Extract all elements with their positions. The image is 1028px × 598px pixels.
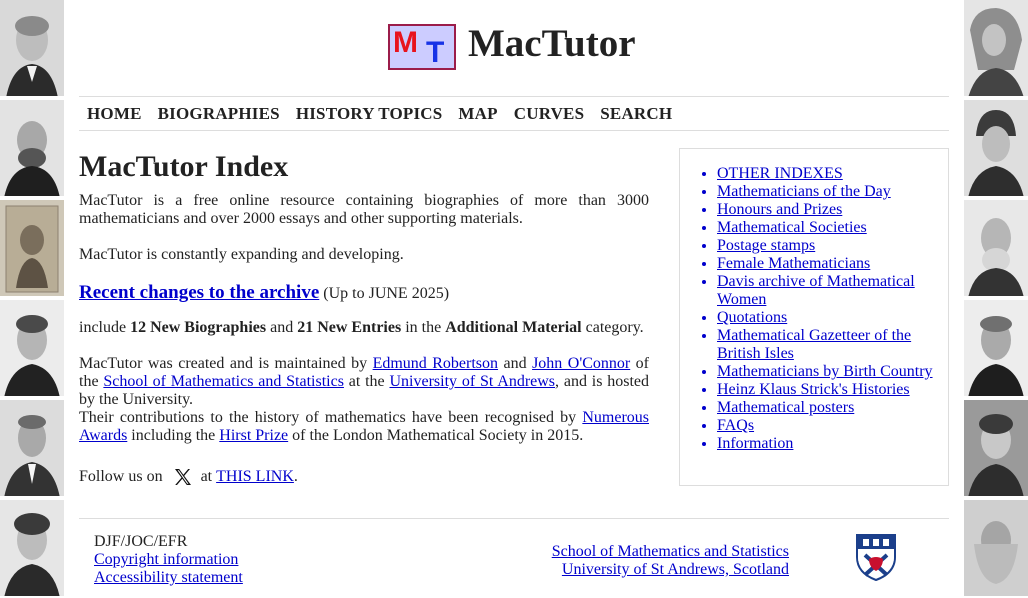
contributions-paragraph	[79, 409, 649, 445]
follow-text: Follow us on	[79, 468, 163, 485]
of-the-text: of the	[79, 355, 650, 390]
nav-home[interactable]: HOME	[87, 103, 142, 123]
sidebar-link-faqs[interactable]: FAQs	[717, 417, 755, 434]
at-text: at	[200, 468, 213, 485]
sidebar-link-information[interactable]: Information	[717, 435, 794, 452]
sidebar-link-postage-stamps[interactable]: Postage stamps	[717, 237, 816, 254]
lms-text: of the London Mathematical Society in 2015.	[288, 427, 584, 444]
sidebar-item	[717, 309, 948, 327]
hirst-prize-link[interactable]: Hirst Prize	[219, 427, 289, 444]
university-crest-icon[interactable]	[855, 533, 897, 581]
recent-changes-link[interactable]: Recent changes to the archive	[79, 282, 320, 303]
portrait-image[interactable]	[964, 200, 1028, 298]
john-oconnor-link[interactable]: John O'Connor	[532, 355, 631, 372]
portrait-image[interactable]	[0, 300, 64, 398]
nav-curves[interactable]: CURVES	[513, 103, 585, 123]
at-the-text: at the	[343, 373, 390, 390]
site-title[interactable]: MacTutor	[468, 22, 636, 65]
sidebar-item	[717, 165, 948, 183]
footer-left	[94, 533, 243, 587]
sidebar-link-quotations[interactable]: Quotations	[717, 309, 788, 326]
site-logo[interactable]	[388, 24, 456, 70]
sidebar-link-posters[interactable]: Mathematical posters	[717, 399, 855, 416]
recent-changes	[79, 284, 649, 303]
credit-paragraph	[79, 355, 649, 409]
sidebar-item	[717, 417, 948, 435]
nav-biographies[interactable]: BIOGRAPHIES	[157, 103, 280, 123]
nav-history-topics[interactable]: HISTORY TOPICS	[295, 103, 443, 123]
sidebar-link-honours-and-prizes[interactable]: Honours and Prizes	[717, 201, 843, 218]
sidebar-link-female-mathematicians[interactable]: Female Mathematicians	[717, 255, 871, 272]
sidebar-list	[680, 165, 948, 453]
sidebar-item	[717, 273, 948, 309]
portrait-image[interactable]	[964, 500, 1028, 598]
additional-material-label: Additional Material	[445, 319, 582, 336]
footer-initials: DJF/JOC/EFR	[94, 533, 188, 550]
sidebar-item	[717, 399, 948, 417]
sidebar-item	[717, 381, 948, 399]
sidebar-link-other-indexes[interactable]: OTHER INDEXES	[717, 165, 843, 182]
sidebar-link-strick-histories[interactable]: Heinz Klaus Strick's Histories	[717, 381, 910, 398]
portrait-image[interactable]	[0, 0, 64, 98]
category-text: category.	[581, 319, 644, 336]
and-text: and	[266, 319, 298, 336]
sidebar-item	[717, 183, 948, 201]
new-entries-count: 21 New Entries	[297, 319, 402, 336]
numerous-awards-link[interactable]: Numerous Awards	[79, 409, 649, 444]
footer	[79, 518, 949, 586]
footer-university-link[interactable]: University of St Andrews, Scotland	[561, 561, 789, 578]
recent-changes-date: (Up to JUNE 2025)	[323, 285, 450, 302]
main-nav	[79, 96, 949, 131]
sidebar-item	[717, 327, 948, 363]
sidebar-item	[717, 435, 948, 453]
sidebar-link-gazetteer[interactable]: Mathematical Gazetteer of the British Isles	[717, 327, 912, 362]
in-the-text: in the	[401, 319, 446, 336]
school-link[interactable]: School of Mathematics and Statistics	[103, 373, 344, 390]
footer-school-link[interactable]: School of Mathematics and Statistics	[551, 543, 789, 560]
sidebar-item	[717, 201, 948, 219]
include-paragraph	[79, 319, 649, 337]
sidebar-link-mathematical-societies[interactable]: Mathematical Societies	[717, 219, 867, 236]
footer-right	[552, 543, 789, 579]
including-text: including the	[127, 427, 220, 444]
edmund-robertson-link[interactable]: Edmund Robertson	[372, 355, 499, 372]
portrait-image[interactable]	[964, 100, 1028, 198]
logo-letter-t: T	[426, 36, 445, 69]
copyright-link[interactable]: Copyright information	[94, 551, 239, 568]
sidebar-link-davis-archive[interactable]: Davis archive of Mathematical Women	[717, 273, 915, 308]
sidebar-item	[717, 219, 948, 237]
x-twitter-icon[interactable]	[173, 467, 193, 487]
period: .	[293, 468, 298, 485]
contrib-text: Their contributions to the history of mathematics have been recognised by	[79, 409, 583, 426]
this-link[interactable]: THIS LINK	[216, 468, 294, 485]
portrait-image[interactable]	[964, 400, 1028, 498]
page-title: MacTutor Index	[79, 150, 289, 183]
hosted-text: , and is hosted by the University.	[79, 373, 650, 408]
portrait-image[interactable]	[964, 0, 1028, 98]
university-link[interactable]: University of St Andrews	[389, 373, 556, 390]
intro-paragraph: MacTutor is a free online resource containing biographies of more than 3000 mathematicians and over 2000 essays and other supporting materials.	[79, 192, 649, 227]
sidebar-link-birth-country[interactable]: Mathematicians by Birth Country	[717, 363, 933, 380]
portrait-image[interactable]	[0, 500, 64, 598]
left-portrait-strip	[0, 0, 64, 578]
sidebar-link-mathematicians-of-the-day[interactable]: Mathematicians of the Day	[717, 183, 891, 200]
new-biographies-count: 12 New Biographies	[130, 319, 267, 336]
right-portrait-strip	[964, 0, 1028, 578]
sidebar	[679, 148, 949, 486]
nav-map[interactable]: MAP	[458, 103, 498, 123]
include-text: include	[79, 319, 131, 336]
portrait-image[interactable]	[0, 200, 64, 298]
and-text: and	[498, 355, 533, 372]
portrait-image[interactable]	[0, 400, 64, 498]
logo-box	[388, 24, 456, 70]
sidebar-item	[717, 255, 948, 273]
expanding-paragraph: MacTutor is constantly expanding and developing.	[79, 246, 404, 263]
sidebar-item	[717, 363, 948, 381]
nav-search[interactable]: SEARCH	[600, 103, 673, 123]
accessibility-link[interactable]: Accessibility statement	[94, 569, 243, 586]
logo-letter-m: M	[393, 26, 418, 59]
credit-text: MacTutor was created and is maintained by	[79, 355, 373, 372]
main-content	[79, 150, 649, 487]
sidebar-item	[717, 237, 948, 255]
follow-us	[79, 467, 649, 487]
portrait-image[interactable]	[0, 100, 64, 198]
portrait-image[interactable]	[964, 300, 1028, 398]
